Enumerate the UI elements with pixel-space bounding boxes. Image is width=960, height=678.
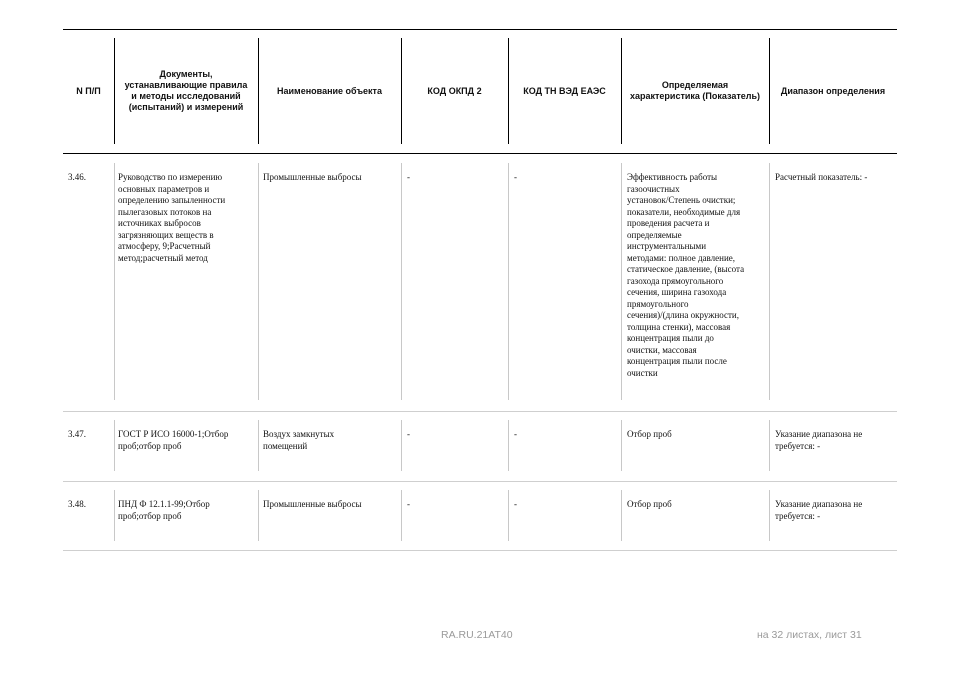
row-characteristic: Эффективность работы газоочистных установок/Степень очистки; показатели, необходимые для проведения расчета и определяемые инструментальными методами: полное давление, статическое давление, (высота газохода прямоугольного сечения, ширина газохода прямоугольного сечения)/(длина окружности, толщина стенки), массовая концентрация пыли до очистки, массовая концентрация пыли после очистки [627, 172, 745, 378]
row-number: 3.48. [68, 499, 86, 509]
header-col-okpd-label: КОД ОКПД 2 [427, 85, 482, 96]
row-col-divider [769, 163, 770, 400]
footer-page-info: на 32 листах, лист 31 [757, 629, 862, 641]
row-divider [63, 550, 897, 551]
row-divider [63, 481, 897, 482]
header-col-object-label: Наименование объекта [277, 85, 382, 96]
header-col-tnved [508, 38, 621, 144]
row-object: Воздух замкнутых помещений [263, 429, 335, 451]
header-col-tnved-label: КОД ТН ВЭД ЕАЭС [523, 85, 606, 96]
row-divider [63, 411, 897, 412]
footer-doc-id: RA.RU.21АТ40 [441, 629, 513, 641]
row-col-divider [508, 420, 509, 471]
row-col-divider [401, 420, 402, 471]
header-col-characteristic [621, 38, 769, 144]
header-col-okpd [401, 38, 508, 144]
row-col-divider [621, 490, 622, 541]
row-col-divider [258, 163, 259, 400]
row-document: ГОСТ Р ИСО 16000-1;Отбор проб;отбор проб [118, 429, 229, 451]
row-col-divider [258, 420, 259, 471]
row-range: Указание диапазона не требуется: - [775, 429, 863, 451]
row-col-divider [621, 163, 622, 400]
row-range: Расчетный показатель: - [775, 172, 868, 182]
row-col-divider [508, 490, 509, 541]
header-col-range [769, 38, 897, 144]
row-okpd: - [407, 172, 410, 182]
row-object: Промышленные выбросы [263, 499, 362, 509]
header-col-documents [114, 38, 258, 144]
row-col-divider [621, 420, 622, 471]
row-col-divider [769, 490, 770, 541]
row-document: ПНД Ф 12.1.1-99;Отбор проб;отбор проб [118, 499, 210, 521]
row-col-divider [114, 490, 115, 541]
row-object: Промышленные выбросы [263, 172, 362, 182]
row-number: 3.46. [68, 172, 86, 182]
header-col-object [258, 38, 401, 144]
header-col-number-label: N П/П [76, 85, 101, 96]
row-col-divider [258, 490, 259, 541]
header-bottom-rule [63, 153, 897, 154]
row-col-divider [114, 163, 115, 400]
header-col-characteristic-label: Определяемая характеристика (Показатель) [629, 80, 761, 101]
row-tnved: - [514, 172, 517, 182]
header-top-rule [63, 29, 897, 30]
row-okpd: - [407, 429, 410, 439]
header-col-range-label: Диапазон определения [780, 85, 886, 96]
row-tnved: - [514, 429, 517, 439]
header-col-number [63, 38, 114, 144]
row-col-divider [508, 163, 509, 400]
row-col-divider [401, 490, 402, 541]
row-number: 3.47. [68, 429, 86, 439]
row-col-divider [114, 420, 115, 471]
row-characteristic: Отбор проб [627, 429, 672, 439]
row-col-divider [401, 163, 402, 400]
row-col-divider [769, 420, 770, 471]
row-characteristic: Отбор проб [627, 499, 672, 509]
row-tnved: - [514, 499, 517, 509]
row-document: Руководство по измерению основных параметров и определению запыленности пылегазовых потоков на источниках выбросов загрязняющих веществ в атмосферу, 9;Расчетный метод;расчетный метод [118, 172, 226, 263]
header-col-documents-label: Документы, устанавливающие правила и методы исследований (испытаний) и измерений [124, 69, 248, 112]
row-range: Указание диапазона не требуется: - [775, 499, 863, 521]
row-okpd: - [407, 499, 410, 509]
